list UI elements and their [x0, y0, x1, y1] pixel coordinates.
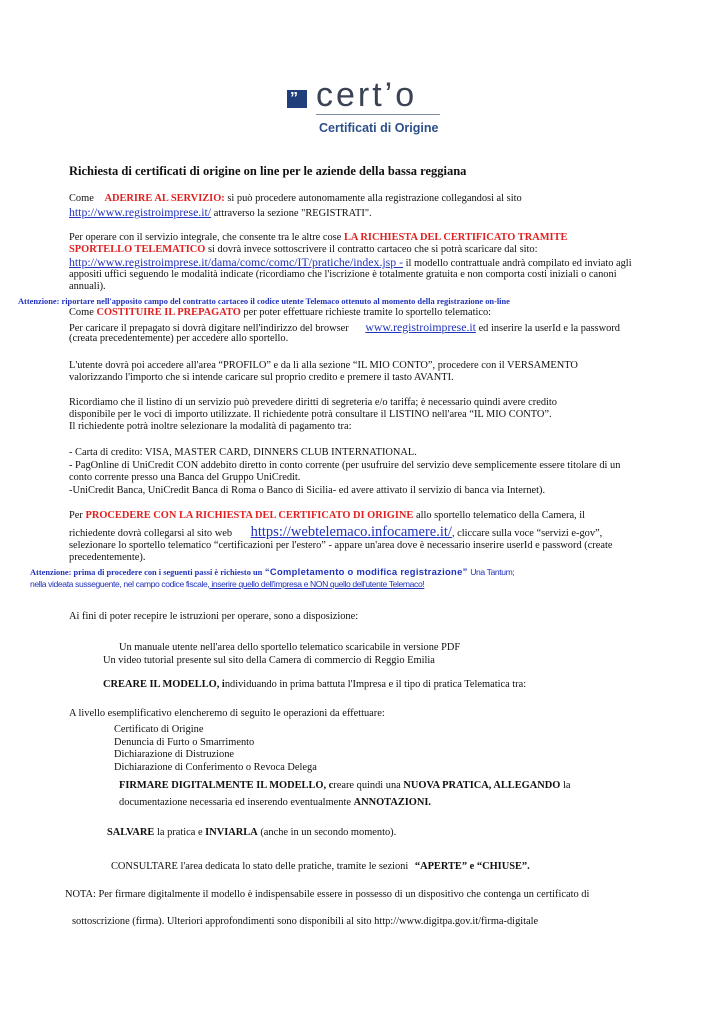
attention-2-highlight: “Completamento o modifica registrazione” — [264, 566, 468, 577]
step-sign-annotations: ANNOTAZIONI. — [353, 797, 432, 808]
step-save — [107, 827, 396, 839]
p7-highlight: PROCEDERE CON LA RICHIESTA DEL CERTIFICATO DI ORIGINE — [85, 510, 414, 521]
p1-text-c: si può procedere autonomamente alla registrazione collegandosi al sito — [227, 193, 522, 204]
registroimprese-link[interactable]: http://www.registroimprese.it/ — [69, 205, 212, 219]
p4-line2: valorizzando l'importo che si intende caricare sul proprio credito e premere il tasto AVANTI. — [69, 372, 454, 383]
step-create — [103, 679, 526, 691]
step-consult-sections: “APERTE” e “CHIUSE”. — [414, 861, 530, 872]
op-delega: Dichiarazione di Conferimento o Revoca Delega — [114, 762, 317, 773]
p2-line5: annuali). — [69, 281, 106, 292]
step-consult-text: CONSULTARE l'area dedicata lo stato delle pratiche, tramite le sezioni — [111, 861, 409, 872]
p2-text-b: si dovrà invece sottoscrivere il contratto cartaceo che si potrà scaricare dal sito: — [208, 244, 538, 255]
p7-text-d: richiedente dovrà collegarsi al sito web — [69, 528, 233, 539]
p7-line3: selezionare lo sportello telematico “certificazioni per l'estero” - appare un'area dove è necessario inserire userId e password (create — [69, 540, 613, 551]
p1-highlight: ADERIRE AL SERVIZIO: — [104, 193, 225, 204]
step-sign-line1 — [119, 780, 570, 792]
p3-text-c: per poter effettuare richieste tramite lo sportello telematico: — [243, 307, 492, 318]
step-sign-line2 — [119, 797, 431, 809]
p3-line1 — [69, 307, 491, 319]
page-title: Richiesta di certificati di origine on line per le aziende della bassa reggiana — [69, 164, 467, 178]
p2-line4: appositi uffici seguendo le modalità indicate (ricordiamo che l'iscrizione è totalmente gratuita e non comporta costi iniziali o canoni — [69, 269, 617, 280]
attention-note-1: Attenzione: riportare nell'apposito campo del contratto cartaceo il codice utente Telemaco ottenuto al momento della registrazione on-line — [18, 297, 510, 306]
p5-line1: Ricordiamo che il listino di un servizio può prevedere diritti di segreteria e/o tariffa; è necessario quindi avere credito — [69, 397, 557, 408]
op-certificato: Certificato di Origine — [114, 724, 204, 735]
p1-text-a: Come — [69, 193, 94, 204]
note-line2: sottoscrizione (firma). Ulteriori approfondimenti sono disponibili al sito http://www.digitpa.gov.it/firma-digitale — [72, 916, 539, 927]
op-denuncia: Denuncia di Furto o Smarrimento — [114, 737, 255, 748]
step-save-label: SALVARE — [107, 827, 155, 838]
step-save-text-b: (anche in un secondo momento). — [260, 827, 397, 838]
p5-line2: disponibile per le voci di importo utilizzate. Il richiedente potrà consultare il LISTINO nell'area “IL MIO CONTO”. — [69, 409, 552, 420]
payment-card: - Carta di credito: VISA, MASTER CARD, DINNERS CLUB INTERNATIONAL. — [69, 447, 417, 458]
logo-subtitle: Certificati di Origine — [319, 121, 439, 135]
resource-manual: Un manuale utente nell'area dello sportello telematico scaricabile in versione PDF — [119, 642, 461, 653]
resources-intro: Ai fini di poter recepire le istruzioni per operare, sono a disposizione: — [69, 611, 359, 622]
step-sign-text-a: reare quindi una — [333, 780, 401, 791]
step-send-label: INVIARLA — [205, 827, 258, 838]
step-consult — [111, 861, 530, 873]
p1-line2 — [69, 206, 372, 220]
payment-unicredit: -UniCredit Banca, UniCredit Banca di Roma o Banco di Sicilia- ed avere attivato il servizio di banca via Internet). — [69, 485, 546, 496]
p7-line1 — [69, 510, 585, 522]
p3-text-d: Per caricare il prepagato si dovrà digitare nell'indirizzo del browser — [69, 323, 349, 334]
step-sign-label: FIRMARE DIGITALMENTE IL MODELLO, c — [119, 780, 334, 791]
step-sign-text-b: la — [562, 780, 571, 791]
p2-text-a: Per operare con il servizio integrale, che consente tra le altre cose — [69, 232, 342, 243]
p1-line1 — [69, 193, 522, 205]
p2-highlight-2: SPORTELLO TELEMATICO — [69, 244, 206, 255]
step-sign-text-c: documentazione necessaria ed inserendo eventualmente — [119, 797, 351, 808]
attention-2-text-e: inserire quello dell'impresa e NON quello dell'utente Telemaco! — [209, 579, 425, 589]
p7-line4: precedentemente). — [69, 552, 146, 563]
logo-name: cert’o — [316, 76, 418, 114]
logo-mark-glyph: ” — [290, 90, 298, 107]
p3-line3: (creata precedentemente) per accedere allo sportello. — [69, 333, 289, 344]
attention-2-text-c: Una Tantum; — [470, 567, 515, 577]
p2-line1 — [69, 232, 567, 244]
resource-video: Un video tutorial presente sul sito della Camera di commercio di Reggio Emilia — [103, 655, 435, 666]
step-sign-highlight: NUOVA PRATICA, ALLEGANDO — [403, 780, 561, 791]
attention-note-2-line2 — [30, 578, 424, 591]
p5-line3: Il richiedente potrà inoltre selezionare la modalità di pagamento tra: — [69, 421, 352, 432]
ops-intro: A livello esemplificativo elencheremo di seguito le operazioni da effettuare: — [69, 708, 385, 719]
p3-text-e: ed inserire la userId e la password — [478, 323, 620, 334]
step-create-text: ndividuando in prima battuta l'Impresa e il tipo di pratica Telematica tra: — [224, 679, 527, 690]
p4-line1: L'utente dovrà poi accedere all'area “PROFILO” e da lì alla sezione “IL MIO CONTO”, procedere con il VERSAMENTO — [69, 360, 578, 371]
p2-highlight-1: LA RICHIESTA DEL CERTIFICATO TRAMITE — [343, 232, 568, 243]
logo-divider — [316, 114, 440, 115]
contract-link[interactable]: http://www.registroimprese.it/dama/comc/comc/IT/pratiche/index.jsp - — [69, 255, 404, 269]
p7-text-a: Per — [69, 510, 83, 521]
p7-text-c: allo sportello telematico della Camera, il — [415, 510, 586, 521]
step-create-label: CREARE IL MODELLO, i — [103, 679, 225, 690]
logo-mark — [287, 90, 307, 108]
payment-pagonline-cont: conto corrente presso una Banca del Gruppo UniCredit. — [69, 472, 301, 483]
p7-line2 — [69, 526, 602, 540]
step-save-text-a: la pratica e — [156, 827, 203, 838]
webtelemaco-link[interactable]: https://webtelemaco.infocamere.it/ — [250, 524, 452, 540]
p2-line3 — [69, 256, 632, 270]
note-line1: NOTA: Per firmare digitalmente il modello è indispensabile essere in possesso di un dispositivo che contenga un certificato di — [65, 889, 590, 900]
p3-text-a: Come — [69, 307, 94, 318]
payment-pagonline: - PagOnline di UniCredit CON addebito diretto in conto corrente (per usufruire del servizio deve semplicemente essere titolare di un — [69, 460, 621, 471]
p3-highlight: COSTITUIRE IL PREPAGATO — [96, 307, 241, 318]
op-distruzione: Dichiarazione di Distruzione — [114, 749, 235, 760]
attention-2-text-a: Attenzione: prima di procedere con i seguenti passi è richiesto un — [30, 568, 263, 577]
p2-text-c: il modello contrattuale andrà compilato ed inviato agli — [405, 258, 632, 269]
p7-text-e: , cliccare sulla voce “servizi e-gov”, — [451, 528, 603, 539]
prepaid-link[interactable]: www.registroimprese.it — [365, 320, 476, 334]
p1-text-d: attraverso la sezione "REGISTRATI". — [213, 208, 372, 219]
attention-2-text-d: nella videata susseguente, nel campo codice fiscale, — [30, 579, 210, 589]
